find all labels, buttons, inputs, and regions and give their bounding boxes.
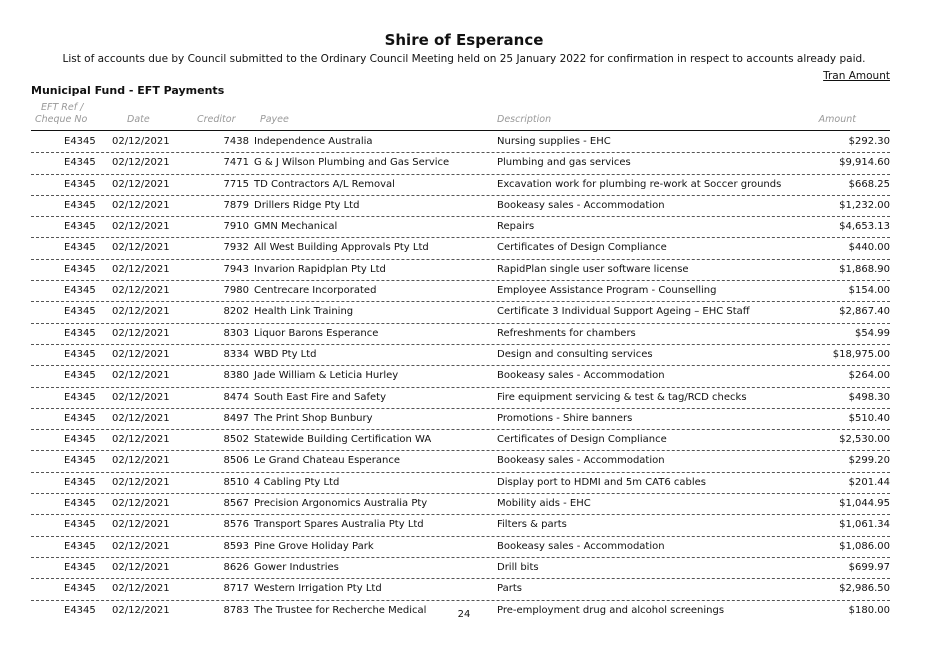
payments-table [31,132,890,621]
ref-cell: E4345 [64,199,96,211]
payee-cell: Drillers Ridge Pty Ltd [254,199,360,211]
ref-cell: E4345 [64,476,96,488]
amount-cell: $1,061.34 [839,519,890,531]
payee-cell: Health Link Training [254,306,354,318]
payee-cell: Invarion Rapidplan Pty Ltd [254,263,386,275]
amount-cell: $1,232.00 [839,199,890,211]
creditor-cell: 7932 [223,242,249,254]
description-cell: Certificate 3 Individual Support Ageing – EHC Staff [497,306,750,318]
description-cell: Display port to HDMI and 5m CAT6 cables [497,476,706,488]
date-cell: 02/12/2021 [112,327,170,339]
creditor-cell: 8626 [223,561,249,573]
date-cell: 02/12/2021 [112,157,170,169]
creditor-cell: 8497 [223,412,249,424]
amount-cell: $2,986.50 [839,583,890,595]
date-cell: 02/12/2021 [112,412,170,424]
ref-cell: E4345 [64,242,96,254]
ref-cell: E4345 [64,604,96,616]
payee-cell: Le Grand Chateau Esperance [254,455,401,467]
table-row [31,132,890,153]
date-cell: 02/12/2021 [112,199,170,211]
creditor-cell: 8502 [223,434,249,446]
amount-cell: $1,044.95 [839,498,890,510]
payee-cell: WBD Pty Ltd [254,348,317,360]
creditor-cell: 7471 [223,157,249,169]
amount-cell: $4,653.13 [839,221,890,233]
payee-cell: Liquor Barons Esperance [254,327,379,339]
amount-cell: $9,914.60 [839,157,890,169]
date-cell: 02/12/2021 [112,455,170,467]
amount-cell: $498.30 [848,391,890,403]
date-cell: 02/12/2021 [112,306,170,318]
table-row [31,281,890,302]
creditor-cell: 8303 [223,327,249,339]
ref-cell: E4345 [64,583,96,595]
ref-cell: E4345 [64,370,96,382]
payee-cell: South East Fire and Safety [254,391,387,403]
date-cell: 02/12/2021 [112,285,170,297]
date-cell: 02/12/2021 [112,476,170,488]
amount-cell: $201.44 [848,476,890,488]
table-row [31,302,890,323]
report-subtitle: List of accounts due by Council submitted to the Ordinary Council Meeting held on 25 January 2022 for confirmation in respect to accounts already paid. [62,53,866,65]
tran-amount-label: Tran Amount [823,70,890,82]
amount-cell: $54.99 [855,327,890,339]
amount-cell: $299.20 [848,455,890,467]
description-cell: Excavation work for plumbing re-work at Soccer grounds [497,178,782,190]
ref-cell: E4345 [64,391,96,403]
table-row [31,238,890,259]
table-row [31,473,890,494]
creditor-cell: 7980 [223,285,249,297]
ref-cell: E4345 [64,306,96,318]
table-row [31,430,890,451]
ref-cell: E4345 [64,221,96,233]
creditor-cell: 8506 [223,455,249,467]
description-cell: Repairs [497,221,535,233]
table-row [31,537,890,558]
date-cell: 02/12/2021 [112,263,170,275]
creditor-cell: 7943 [223,263,249,275]
table-row [31,217,890,238]
creditor-cell: 8474 [223,391,249,403]
description-cell: Design and consulting services [497,348,653,360]
amount-cell: $180.00 [848,604,890,616]
description-cell: Bookeasy sales - Accommodation [497,199,665,211]
creditor-cell: 8380 [223,370,249,382]
date-cell: 02/12/2021 [112,242,170,254]
amount-cell: $699.97 [848,561,890,573]
page-number: 24 [457,609,471,620]
column-header-ref-line2: Cheque No [35,114,88,125]
description-cell: Filters & parts [497,519,567,531]
amount-cell: $292.30 [848,136,890,147]
table-row [31,153,890,174]
description-cell: Nursing supplies - EHC [497,136,611,147]
column-header-ref-line1: EFT Ref / [41,102,84,113]
ref-cell: E4345 [64,157,96,169]
creditor-cell: 8202 [223,306,249,318]
date-cell: 02/12/2021 [112,434,170,446]
description-cell: Pre-employment drug and alcohol screenings [497,604,725,616]
date-cell: 02/12/2021 [112,221,170,233]
creditor-cell: 8567 [223,498,249,510]
fund-title: Municipal Fund - EFT Payments [31,84,225,97]
ref-cell: E4345 [64,519,96,531]
ref-cell: E4345 [64,285,96,297]
description-cell: RapidPlan single user software license [497,263,689,275]
column-header-date: Date [127,114,150,125]
table-row [31,324,890,345]
ref-cell: E4345 [64,348,96,360]
creditor-cell: 8576 [223,519,249,531]
amount-cell: $1,086.00 [839,540,890,552]
amount-cell: $510.40 [848,412,890,424]
ref-cell: E4345 [64,455,96,467]
table-row [31,451,890,472]
date-cell: 02/12/2021 [112,136,170,147]
column-header-payee: Payee [260,114,289,125]
ref-cell: E4345 [64,412,96,424]
ref-cell: E4345 [64,263,96,275]
creditor-cell: 8510 [223,476,249,488]
description-cell: Certificates of Design Compliance [497,242,667,254]
ref-cell: E4345 [64,327,96,339]
payee-cell: GMN Mechanical [254,221,338,233]
table-row [31,409,890,430]
amount-cell: $18,975.00 [832,348,890,360]
table-row [31,558,890,579]
date-cell: 02/12/2021 [112,519,170,531]
payee-cell: Pine Grove Holiday Park [254,540,374,552]
table-row [31,515,890,536]
ref-cell: E4345 [64,540,96,552]
description-cell: Plumbing and gas services [497,157,631,169]
ref-cell: E4345 [64,136,96,147]
column-header-description: Description [497,114,552,125]
date-cell: 02/12/2021 [112,583,170,595]
creditor-cell: 8334 [223,348,249,360]
creditor-cell: 7715 [223,178,249,190]
description-cell: Bookeasy sales - Accommodation [497,455,665,467]
table-row [31,388,890,409]
creditor-cell: 8717 [223,583,249,595]
date-cell: 02/12/2021 [112,540,170,552]
ref-cell: E4345 [64,178,96,190]
description-cell: Refreshments for chambers [497,327,636,339]
table-row [31,345,890,366]
payee-cell: Transport Spares Australia Pty Ltd [254,519,424,531]
creditor-cell: 7879 [223,199,249,211]
payee-cell: Independence Australia [254,136,373,147]
date-cell: 02/12/2021 [112,391,170,403]
payee-cell: The Print Shop Bunbury [254,412,373,424]
table-row [31,366,890,387]
report-title: Shire of Esperance [384,31,544,49]
amount-cell: $154.00 [848,285,890,297]
date-cell: 02/12/2021 [112,370,170,382]
ref-cell: E4345 [64,498,96,510]
table-row [31,196,890,217]
ref-cell: E4345 [64,434,96,446]
amount-cell: $1,868.90 [839,263,890,275]
description-cell: Fire equipment servicing & test & tag/RCD checks [497,391,747,403]
table-row [31,579,890,600]
column-header-creditor: Creditor [197,114,236,125]
description-cell: Bookeasy sales - Accommodation [497,370,665,382]
payee-cell: Precision Argonomics Australia Pty [254,498,428,510]
payee-cell: Gower Industries [254,561,339,573]
amount-cell: $440.00 [848,242,890,254]
amount-cell: $668.25 [848,178,890,190]
description-cell: Promotions - Shire banners [497,412,633,424]
payee-cell: TD Contractors A/L Removal [254,178,395,190]
description-cell: Employee Assistance Program - Counselling [497,285,717,297]
column-header-amount: Amount [818,114,856,125]
date-cell: 02/12/2021 [112,604,170,616]
date-cell: 02/12/2021 [112,348,170,360]
creditor-cell: 7910 [223,221,249,233]
payee-cell: All West Building Approvals Pty Ltd [254,242,429,254]
description-cell: Mobility aids - EHC [497,498,591,510]
description-cell: Bookeasy sales - Accommodation [497,540,665,552]
creditor-cell: 7438 [223,136,249,147]
amount-cell: $2,530.00 [839,434,890,446]
payee-cell: The Trustee for Recherche Medical [254,604,427,616]
payee-cell: G & J Wilson Plumbing and Gas Service [254,157,450,169]
description-cell: Drill bits [497,561,539,573]
description-cell: Certificates of Design Compliance [497,434,667,446]
payee-cell: Jade William & Leticia Hurley [254,370,399,382]
date-cell: 02/12/2021 [112,178,170,190]
payee-cell: Statewide Building Certification WA [254,434,432,446]
creditor-cell: 8783 [223,604,249,616]
header-divider [31,130,890,131]
amount-cell: $2,867.40 [839,306,890,318]
table-row [31,260,890,281]
description-cell: Parts [497,583,522,595]
amount-cell: $264.00 [848,370,890,382]
payee-cell: Centrecare Incorporated [254,285,377,297]
table-row [31,175,890,196]
payee-cell: 4 Cabling Pty Ltd [254,476,340,488]
ref-cell: E4345 [64,561,96,573]
creditor-cell: 8593 [223,540,249,552]
payee-cell: Western Irrigation Pty Ltd [254,583,382,595]
date-cell: 02/12/2021 [112,498,170,510]
date-cell: 02/12/2021 [112,561,170,573]
table-row [31,494,890,515]
